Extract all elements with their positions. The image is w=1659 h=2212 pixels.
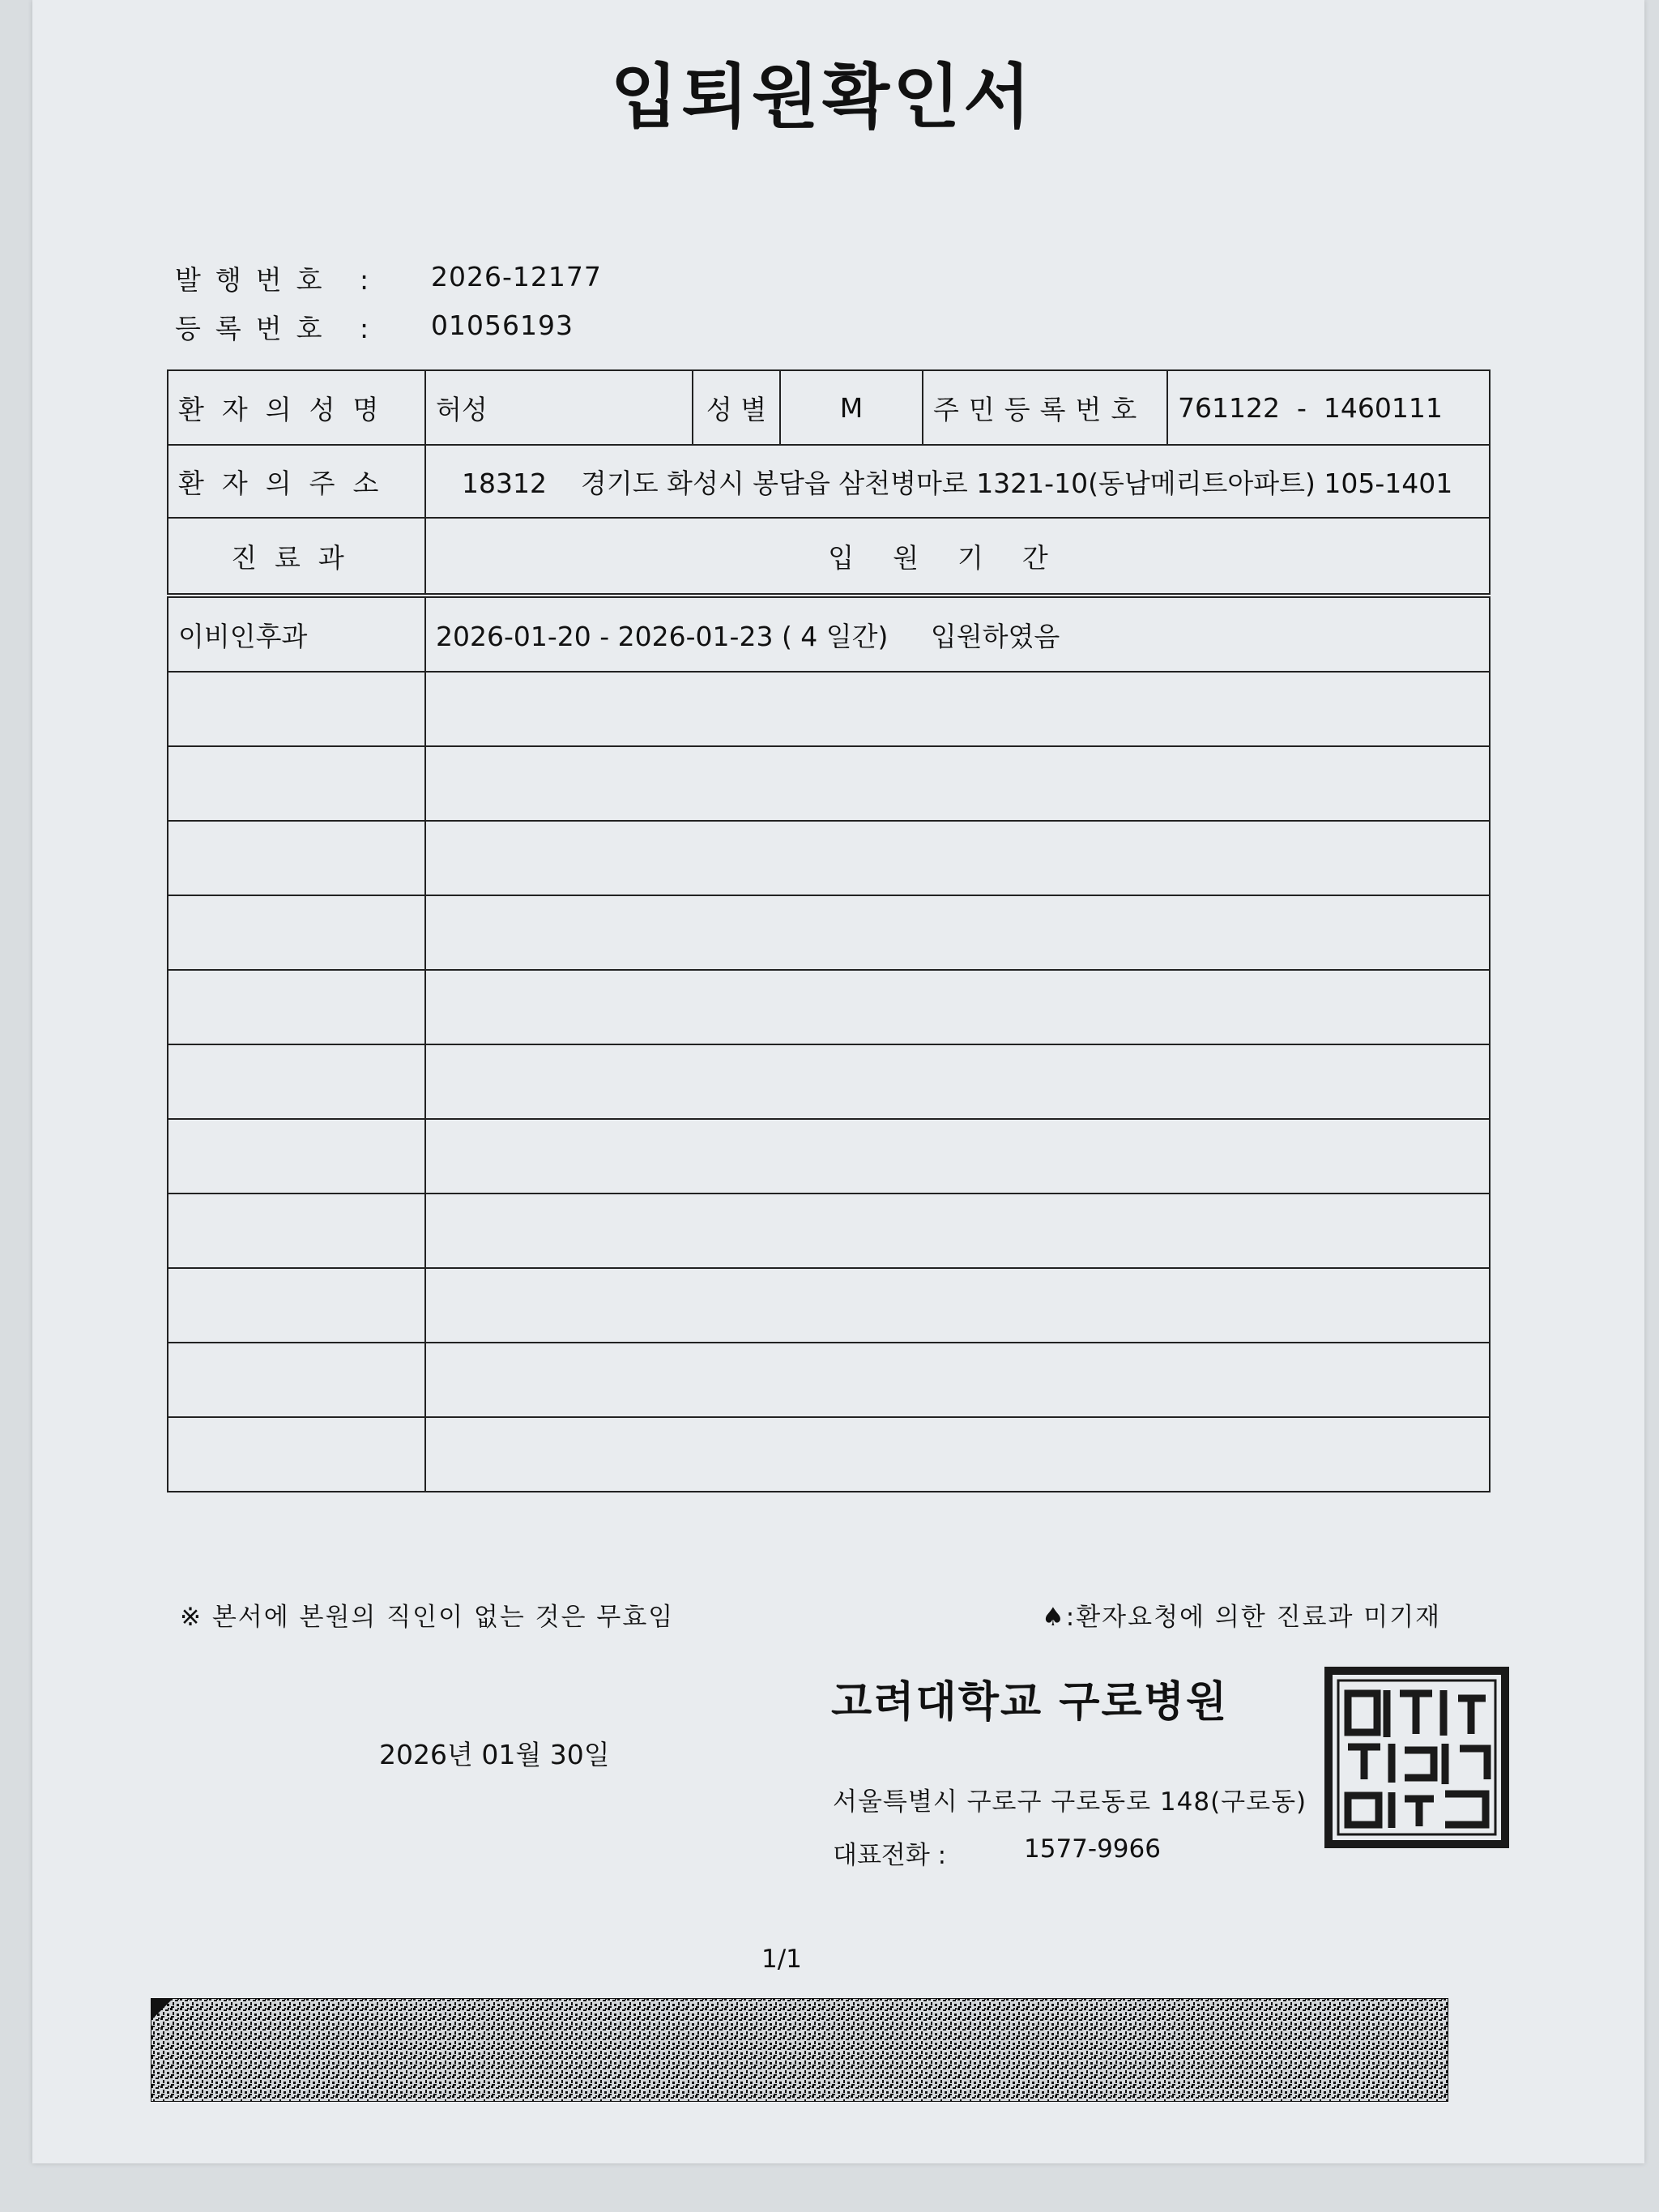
table-row bbox=[168, 596, 1490, 672]
phone-number: 1577-9966 bbox=[1024, 1834, 1161, 1864]
table-row bbox=[168, 672, 1490, 746]
registration-number-label: 등록번호 : bbox=[175, 313, 384, 344]
table-row bbox=[168, 821, 1490, 895]
patient-name-row bbox=[168, 370, 1490, 445]
document-barcode bbox=[151, 1998, 1448, 2102]
table-row bbox=[168, 1194, 1490, 1268]
table-row bbox=[168, 1268, 1490, 1343]
table-header-row bbox=[168, 518, 1490, 596]
validity-notice: ※ 본서에 본원의 직인이 없는 것은 무효임 bbox=[180, 1603, 675, 1632]
department-omission-notice: ♠:환자요청에 의한 진료과 미기재 bbox=[1042, 1603, 1442, 1632]
table-row bbox=[168, 1417, 1490, 1492]
issue-number: 2026-12177 bbox=[431, 261, 602, 293]
patient-name: 허성 bbox=[425, 370, 693, 445]
patient-address: 18312 경기도 화성시 봉담읍 삼천병마로 1321-10(동남메리트아파트) 105-1401 bbox=[425, 445, 1490, 518]
table-row bbox=[168, 970, 1490, 1044]
patient-address-label: 환자의주소 bbox=[168, 445, 425, 518]
table-row bbox=[168, 1343, 1490, 1417]
document-title: 입퇴원확인서 bbox=[610, 57, 1034, 138]
sex-label: 성 별 bbox=[693, 370, 780, 445]
admission-table bbox=[167, 369, 1491, 1492]
issue-number-label: 발행번호 : bbox=[175, 264, 384, 296]
table-row bbox=[168, 1119, 1490, 1194]
patient-name-label: 환자의성명 bbox=[168, 370, 425, 445]
admission-period-header: 입원기간 bbox=[425, 518, 1490, 596]
rrn-label: 주민등록번호 bbox=[923, 370, 1167, 445]
rrn-value: 761122 - 1460111 bbox=[1167, 370, 1490, 445]
patient-address-row bbox=[168, 445, 1490, 518]
hospital-name: 고려대학교 구로병원 bbox=[831, 1678, 1229, 1727]
department-cell: 이비인후과 bbox=[168, 596, 425, 672]
official-seal-icon bbox=[1324, 1666, 1510, 1849]
hospital-address: 서울특별시 구로구 구로동로 148(구로동) bbox=[833, 1787, 1307, 1817]
table-row bbox=[168, 746, 1490, 821]
registration-number: 01056193 bbox=[431, 310, 574, 341]
phone-label: 대표전화 : bbox=[833, 1841, 947, 1870]
admission-period-cell: 2026-01-20 - 2026-01-23 ( 4 일간) 입원하였음 bbox=[425, 596, 1490, 672]
sex-value: M bbox=[780, 370, 923, 445]
table-row bbox=[168, 895, 1490, 970]
page-number: 1/1 bbox=[761, 1945, 802, 1974]
issue-date: 2026년 01월 30일 bbox=[379, 1739, 610, 1770]
table-row bbox=[168, 1044, 1490, 1119]
department-header: 진료과 bbox=[168, 518, 425, 596]
